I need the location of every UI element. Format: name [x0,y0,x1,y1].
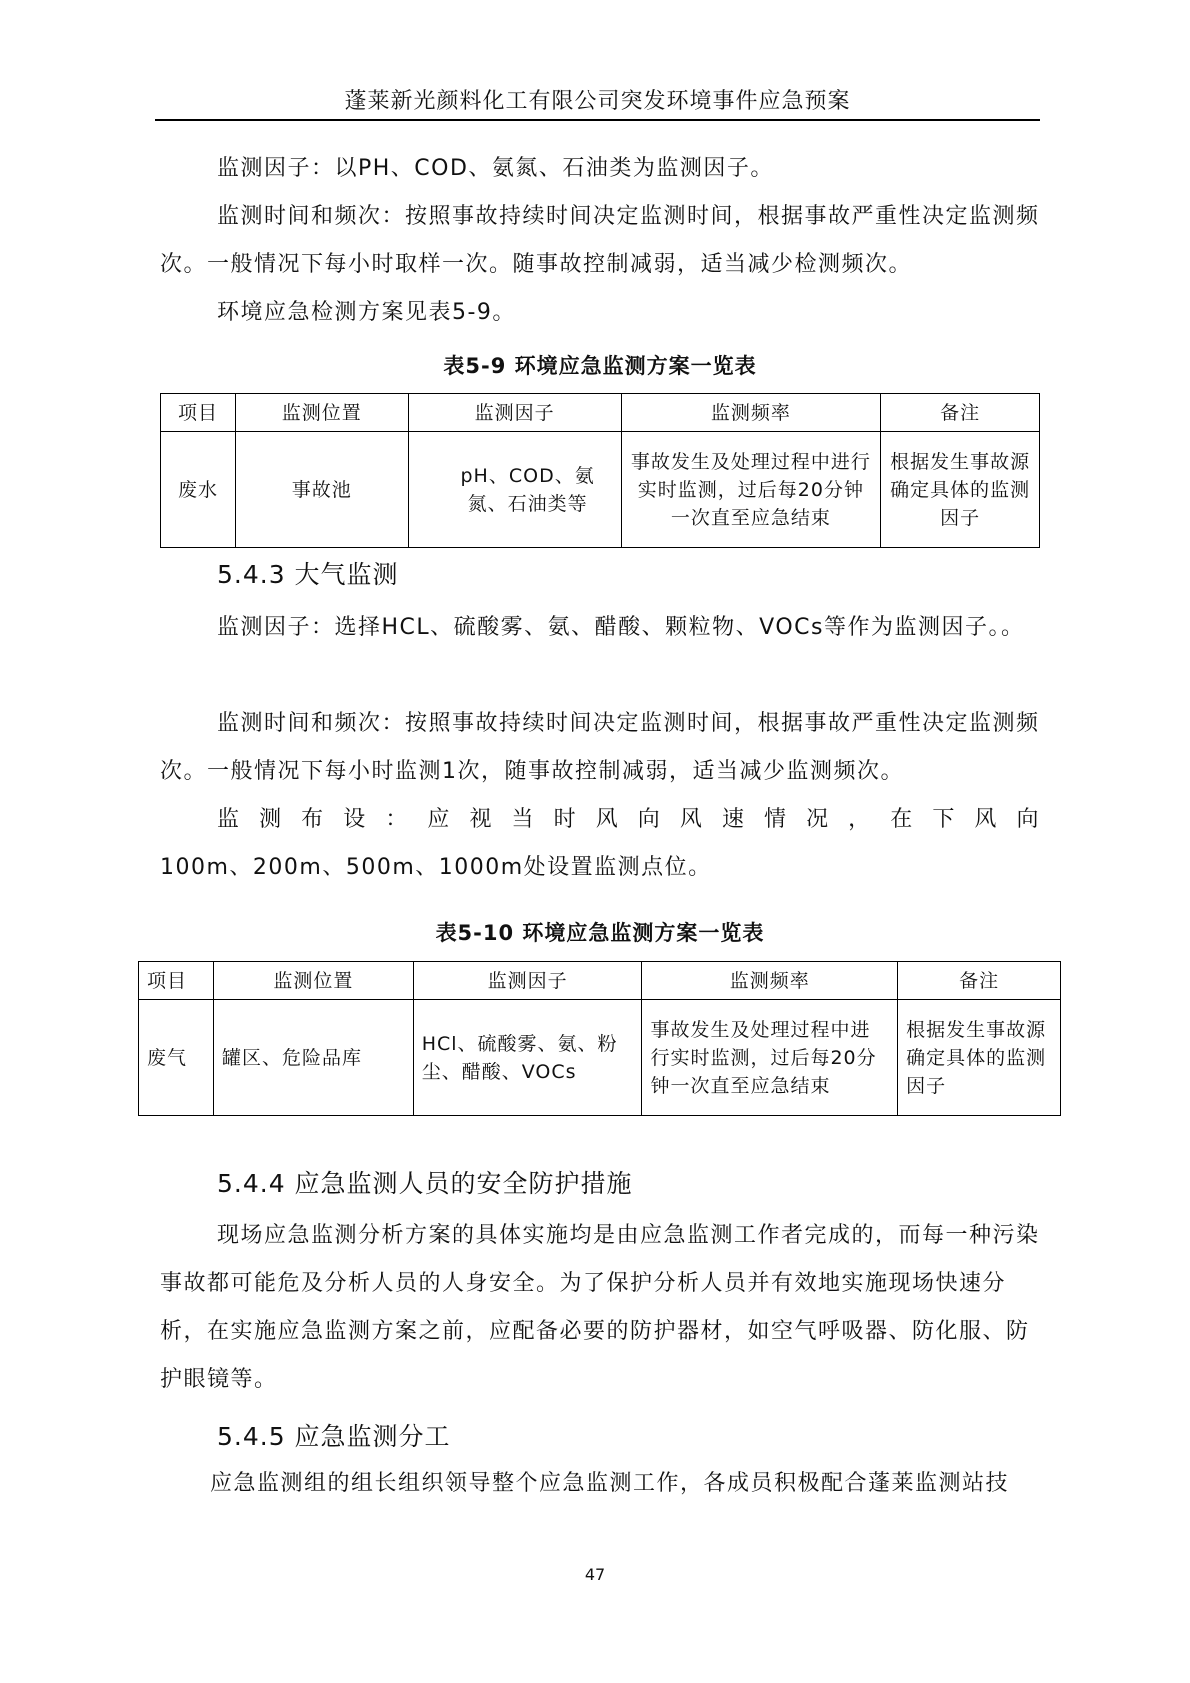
page-number: 47 [584,1565,606,1584]
table2-header-cell: 备注 [898,962,1061,1000]
table1-header-cell: 监测频率 [621,394,881,432]
table2-header-cell: 监测位置 [213,962,413,1000]
table2-header-cell: 监测因子 [413,962,642,1000]
table2-cell-item: 废气 [139,1000,214,1116]
table1-header-row [161,394,1040,432]
table1-cell-item: 废水 [161,432,236,548]
table1-cell-location: 事故池 [235,432,408,548]
document-header: 蓬莱新光颜料化工有限公司突发环境事件应急预案 [155,84,1040,121]
table2-header-row [139,962,1061,1000]
paragraph-monitoring-factors: 监测因子：以PH、COD、氨氮、石油类为监测因子。 [217,156,774,181]
section-heading-division-of-work: 5.4.5 应急监测分工 [217,1422,451,1451]
table2-cell-factors: HCl、硫酸雾、氨、粉尘、醋酸、VOCs [413,1000,642,1116]
paragraph-air-factors: 监测因子：选择HCL、硫酸雾、氨、醋酸、颗粒物、VOCs等作为监测因子。。 [217,615,1025,640]
paragraph-layout-line1: 监测布设：应视当时风向风速情况，在下风向 [217,807,1040,832]
table1-header-cell: 监测因子 [408,394,621,432]
table1-cell-frequency: 事故发生及处理过程中进行实时监测，过后每20分钟一次直至应急结束 [621,432,881,548]
paragraph-air-time: 监测时间和频次：按照事故持续时间决定监测时间，根据事故严重性决定监测频次。一般情况下每小时监测1次，随事故控制减弱，适当减少监测频次。 [160,711,1040,784]
table-row [139,1000,1061,1116]
table1 [160,393,1040,548]
paragraph-plan-reference: 环境应急检测方案见表5-9。 [217,300,516,325]
table1-header-cell: 备注 [881,394,1040,432]
section-heading-safety-measures: 5.4.4 应急监测人员的安全防护措施 [217,1169,633,1198]
table2-header-cell: 监测频率 [642,962,898,1000]
paragraph-monitoring-time: 监测时间和频次：按照事故持续时间决定监测时间，根据事故严重性决定监测频次。一般情况下每小时取样一次。随事故控制减弱，适当减少检测频次。 [160,204,1040,277]
table1-header-cell: 项目 [161,394,236,432]
table-row [161,432,1040,548]
table1-header-cell: 监测位置 [235,394,408,432]
table2-cell-frequency: 事故发生及处理过程中进行实时监测，过后每20分钟一次直至应急结束 [642,1000,898,1116]
table1-cell-factors: pH、COD、氨氮、石油类等 [408,432,621,548]
table2-caption: 表5-10 环境应急监测方案一览表 [435,921,765,945]
table2-cell-location: 罐区、危险品库 [213,1000,413,1116]
table2-cell-remark: 根据发生事故源确定具体的监测因子 [898,1000,1061,1116]
table1-caption: 表5-9 环境应急监测方案一览表 [443,354,757,378]
table2-header-cell: 项目 [139,962,214,1000]
paragraph-division-of-work: 应急监测组的组长组织领导整个应急监测工作，各成员积极配合蓬莱监测站技 [210,1471,1010,1496]
table1-cell-remark: 根据发生事故源确定具体的监测因子 [881,432,1040,548]
table2 [138,961,1061,1116]
section-heading-air-monitoring: 5.4.3 大气监测 [217,560,399,589]
paragraph-safety-measures: 现场应急监测分析方案的具体实施均是由应急监测工作者完成的，而每一种污染事故都可能危及分析人员的人身安全。为了保护分析人员并有效地实施现场快速分析，在实施应急监测方案之前，应配备必要的防护器材，如空气呼吸器、防化服、防护眼镜等。 [160,1223,1040,1392]
paragraph-layout-line2: 100m、200m、500m、1000m处设置监测点位。 [160,855,712,880]
